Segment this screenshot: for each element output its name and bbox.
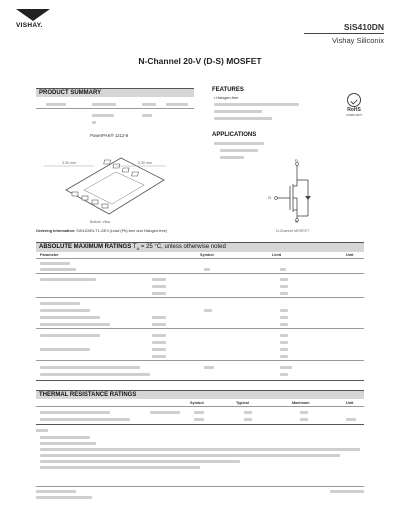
bottom-view-label: Bottom View (90, 220, 111, 224)
abs-max-header (36, 242, 364, 252)
footer-divider (36, 486, 364, 487)
thermal-col-maximum: Maximum (292, 401, 310, 405)
abs-row (280, 316, 288, 319)
features-heading: FEATURES (212, 87, 244, 93)
abs-row (152, 341, 166, 344)
summary-row-1b (142, 114, 152, 117)
abs-row (280, 348, 288, 351)
notes-line (36, 429, 48, 432)
rohs-check-icon (347, 93, 361, 107)
summary-col-4 (166, 103, 188, 106)
thermal-header: THERMAL RESISTANCE RATINGS (36, 390, 364, 399)
abs-row-divider (36, 328, 364, 329)
abs-row (40, 302, 80, 305)
abs-row (152, 355, 166, 358)
abs-row (152, 316, 166, 319)
vishay-logo (16, 9, 50, 29)
thermal-row (194, 411, 204, 414)
abs-row (280, 355, 288, 358)
notes-line (40, 460, 240, 463)
abs-row (40, 334, 100, 337)
package-label: PowerPAK® 1212-8 (90, 133, 129, 138)
drain-label: D (295, 158, 298, 163)
thermal-row (346, 418, 356, 421)
feature-line-2 (214, 103, 299, 106)
abs-row (280, 309, 288, 312)
rohs-sub: COMPLIANT (345, 113, 363, 117)
abs-row (152, 334, 166, 337)
abs-row (280, 278, 288, 281)
thermal-col-unit: Unit (346, 401, 354, 405)
thermal-row (244, 418, 252, 421)
summary-col-3 (142, 103, 156, 106)
app-line-3 (220, 156, 244, 159)
thermal-table-bottom (36, 424, 364, 425)
logo-triangle-icon (16, 9, 50, 21)
rohs-badge (340, 93, 368, 117)
notes-line (40, 448, 360, 451)
mosfet-schematic (268, 158, 328, 226)
source-label: S (295, 219, 298, 224)
header-rule (304, 33, 384, 34)
abs-row (40, 278, 96, 281)
abs-row (204, 366, 214, 369)
applications-heading: APPLICATIONS (212, 132, 257, 138)
part-number: SiS410DN (343, 22, 384, 32)
abs-header-divider (36, 258, 364, 259)
thermal-row (40, 411, 110, 414)
footer-right-line (330, 490, 364, 493)
ordering-text: SiS410DN-T1-GE3 (Lead (Pb)-free and Halogen-free) (76, 229, 168, 233)
thermal-row (300, 411, 308, 414)
abs-row (280, 366, 292, 369)
drain-terminal-icon (296, 163, 299, 166)
abs-col-symbol: Symbol (200, 253, 214, 257)
abs-row (40, 323, 110, 326)
abs-row-divider (36, 297, 364, 298)
abs-row (280, 268, 286, 271)
abs-row (40, 262, 70, 265)
notes-line (40, 442, 96, 445)
abs-row (40, 316, 100, 319)
abs-col-parameter: Parameter (40, 253, 59, 257)
thermal-row (300, 418, 308, 421)
feature-item: • Halogen-free (214, 96, 239, 100)
abs-row (40, 268, 76, 271)
thermal-row (244, 411, 252, 414)
thermal-col-typical: Typical (236, 401, 249, 405)
gate-terminal-icon (275, 197, 278, 200)
abs-row (280, 292, 288, 295)
summary-row-1 (92, 114, 114, 117)
thermal-header-divider (36, 406, 364, 407)
dim-left-label: 3.30 mm (62, 161, 76, 165)
gate-label: G (268, 195, 272, 200)
abs-row-divider (36, 360, 364, 361)
summary-col-2 (92, 103, 116, 106)
app-line-1 (214, 142, 264, 145)
abs-row (280, 285, 288, 288)
ordering-information (36, 229, 167, 233)
abs-row-divider (36, 273, 364, 274)
abs-row (152, 323, 166, 326)
app-line-2 (220, 149, 258, 152)
abs-row (40, 373, 150, 376)
rohs-label: RoHS (347, 107, 361, 113)
abs-row (280, 334, 288, 337)
abs-row (204, 268, 210, 271)
package-drawing (36, 140, 186, 225)
feature-halogen-free: Halogen-free (216, 96, 239, 100)
schematic-caption: N-Channel MOSFET (276, 229, 310, 233)
body-diode-icon (305, 196, 311, 200)
abs-row (152, 348, 166, 351)
abs-max-condition: $T_A = 25$ °C, unless otherwise noted (132, 244, 226, 252)
abs-row (152, 292, 166, 295)
company-name: Vishay Siliconix (332, 36, 384, 45)
abs-max-heading: ABSOLUTE MAXIMUM RATINGS (39, 244, 132, 250)
product-summary-header: PRODUCT SUMMARY (36, 88, 194, 97)
abs-row (152, 285, 166, 288)
notes-line (40, 454, 340, 457)
thermal-col-symbol: Symbol (190, 401, 204, 405)
thermal-row (40, 418, 130, 421)
footer-left-line (36, 490, 76, 493)
footer-left-line (36, 496, 92, 499)
abs-row (40, 309, 90, 312)
abs-table-bottom (36, 380, 364, 381)
thermal-row (194, 418, 204, 421)
abs-col-unit: Unit (346, 253, 354, 257)
abs-row (280, 373, 288, 376)
abs-row (280, 323, 288, 326)
ordering-label: Ordering Information: (36, 229, 76, 233)
feature-line-4 (214, 117, 272, 120)
abs-row (152, 278, 166, 281)
notes-line (40, 466, 200, 469)
abs-col-limit: Limit (272, 253, 282, 257)
dim-right-label: 3.30 mm (138, 161, 152, 165)
summary-divider (36, 108, 194, 109)
notes-line (40, 436, 90, 439)
logo-wordmark: VISHAY. (16, 22, 43, 29)
abs-row (280, 341, 288, 344)
feature-line-3 (214, 110, 262, 113)
document-title: N-Channel 20-V (D-S) MOSFET (138, 56, 262, 66)
abs-row (204, 309, 212, 312)
abs-row (40, 348, 90, 351)
summary-row-2 (92, 121, 96, 124)
thermal-row (150, 411, 180, 414)
abs-row (40, 366, 140, 369)
summary-col-1 (46, 103, 66, 106)
